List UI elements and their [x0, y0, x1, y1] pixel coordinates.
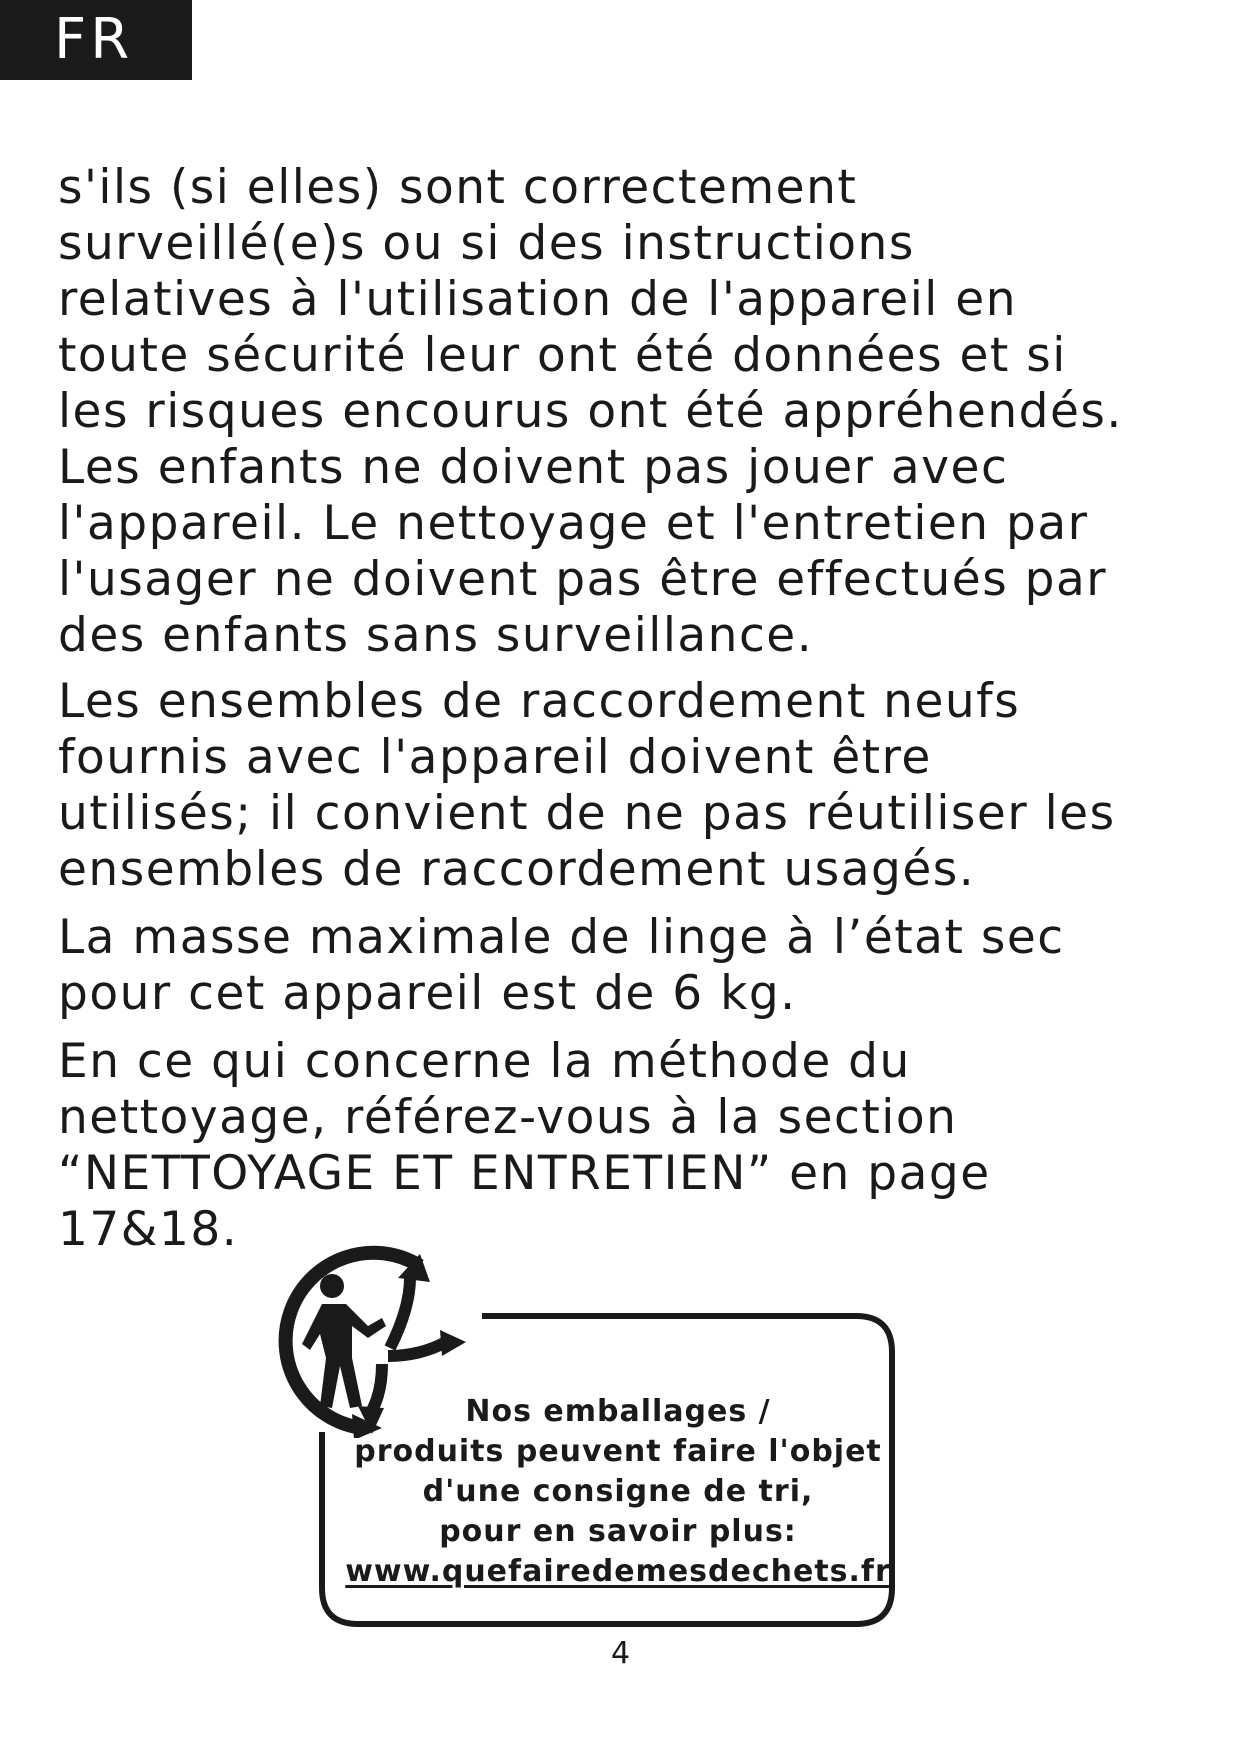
paragraph-connection-sets: Les ensembles de raccordement neufs fournis avec l'appareil doivent être utilisés; il convient de ne pas réutiliser les ensembles de raccordement usagés. [58, 674, 1116, 897]
recycling-notice-box [318, 1312, 896, 1628]
paragraph-max-load: La masse maximale de linge à l’état sec pour cet appareil est de 6 kg. [58, 910, 1065, 1021]
instructions-text [58, 160, 1218, 1270]
paragraph-cleaning-reference: En ce qui concerne la méthode du nettoyage, référez-vous à la section “NETTOYAGE ET ENTRETIEN” en page 17&18. [58, 1034, 991, 1257]
recycling-line-4: pour en savoir plus: [439, 1514, 797, 1549]
recycling-url-link[interactable]: www.quefairedemesdechets.fr [345, 1554, 891, 1589]
page-number: 4 [610, 1636, 631, 1671]
recycling-notice-text [338, 1392, 898, 1592]
recycling-line-2: produits peuvent faire l'objet [354, 1434, 882, 1469]
paragraph-supervision: s'ils (si elles) sont correctement surveillé(e)s ou si des instructions relatives à l'utilisation de l'appareil en toute sécurité leur ont été données et si les risques encourus ont été appréhendés. Les enfants ne doivent pas jouer avec l'appareil. Le nettoyage et l'entretien par l'usager ne doivent pas être effectués par des enfants sans surveillance. [58, 160, 1123, 663]
recycling-line-3: d'une consigne de tri, [422, 1474, 814, 1509]
language-tab: FR [0, 0, 192, 80]
recycling-line-1: Nos emballages / [465, 1394, 771, 1429]
